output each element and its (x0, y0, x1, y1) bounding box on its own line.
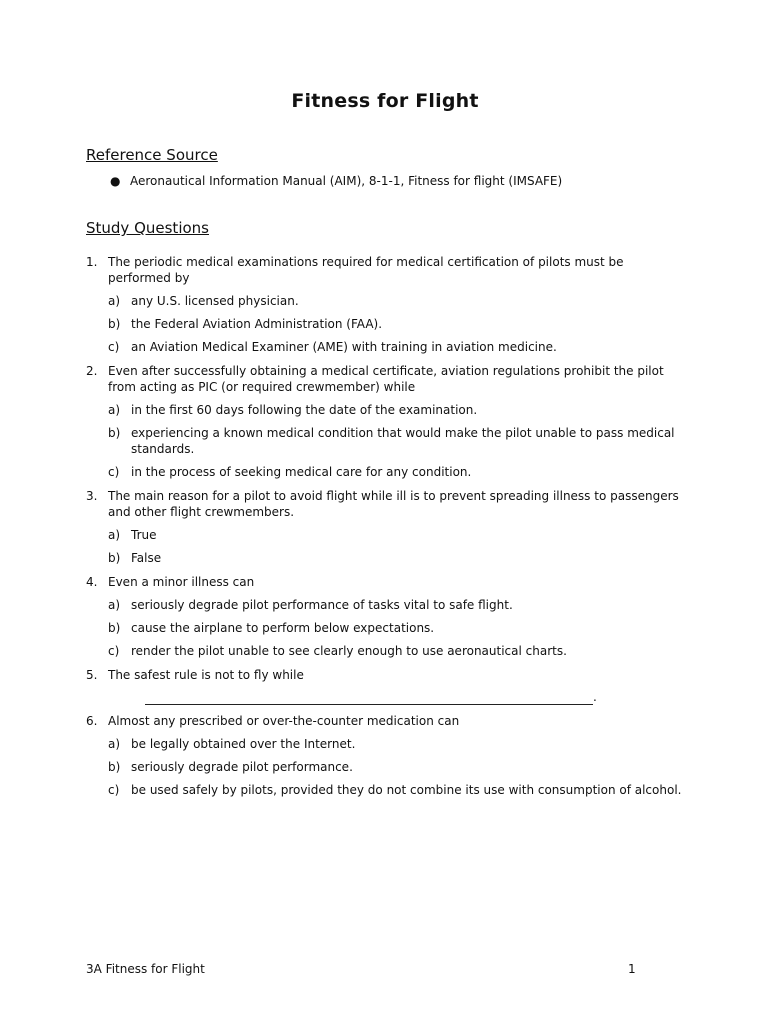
question-number: 2. (86, 364, 98, 378)
option-letter: b) (108, 317, 121, 331)
question-list (86, 254, 686, 806)
option-letter: b) (108, 621, 121, 635)
question-text: Even after successfully obtaining a medical certificate, aviation regulations prohibit the pilot from acting as PIC (or required crewmember) while (108, 364, 664, 394)
answer-options (108, 293, 686, 355)
option-text: render the pilot unable to see clearly enough to use aeronautical charts. (131, 644, 567, 658)
blank-underline (145, 694, 593, 705)
option-text: in the process of seeking medical care for any condition. (131, 465, 472, 479)
page-number: 1 (628, 962, 636, 976)
answer-options (108, 402, 686, 480)
question-2 (86, 363, 686, 480)
question-number: 1. (86, 255, 98, 269)
option-letter: c) (108, 644, 120, 658)
question-number: 6. (86, 714, 98, 728)
question-number: 4. (86, 575, 98, 589)
question-number: 5. (86, 668, 98, 682)
option-text: an Aviation Medical Examiner (AME) with training in aviation medicine. (131, 340, 557, 354)
question-text: Even a minor illness can (108, 575, 255, 589)
option-text: in the first 60 days following the date of the examination. (131, 403, 478, 417)
answer-option (108, 316, 686, 332)
answer-blank[interactable] (145, 691, 686, 705)
option-letter: a) (108, 294, 121, 308)
answer-option (108, 550, 686, 566)
option-text: any U.S. licensed physician. (131, 294, 299, 308)
option-text: the Federal Aviation Administration (FAA). (131, 317, 383, 331)
question-number: 3. (86, 489, 98, 503)
option-letter: a) (108, 737, 121, 751)
question-3 (86, 488, 686, 566)
option-letter: a) (108, 403, 121, 417)
question-stem (86, 363, 686, 395)
answer-option (108, 293, 686, 309)
question-text: The safest rule is not to fly while (108, 668, 304, 682)
blank-suffix: . (593, 690, 597, 704)
option-letter: c) (108, 340, 120, 354)
option-letter: b) (108, 760, 121, 774)
option-text: seriously degrade pilot performance of tasks vital to safe flight. (131, 598, 513, 612)
footer-title: 3A Fitness for Flight (86, 962, 205, 976)
reference-item-text: Aeronautical Information Manual (AIM), 8-1-1, Fitness for flight (IMSAFE) (130, 174, 563, 188)
question-stem (86, 667, 686, 683)
answer-option (108, 339, 686, 355)
answer-options (108, 527, 686, 566)
answer-option (108, 643, 686, 659)
option-letter: b) (108, 426, 121, 440)
option-text: False (131, 551, 162, 565)
question-6 (86, 713, 686, 798)
bullet-icon: ● (110, 174, 121, 188)
answer-option (108, 782, 686, 798)
question-text: The periodic medical examinations required for medical certification of pilots must be performed by (108, 255, 624, 285)
answer-option (108, 736, 686, 752)
page-title: Fitness for Flight (291, 90, 479, 112)
question-stem (86, 488, 686, 520)
option-letter: b) (108, 551, 121, 565)
option-text: be legally obtained over the Internet. (131, 737, 356, 751)
answer-option (108, 402, 686, 418)
study-heading: Study Questions (86, 219, 209, 237)
question-stem (86, 254, 686, 286)
option-text: be used safely by pilots, provided they do not combine its use with consumption of alcohol. (131, 783, 682, 797)
answer-option (108, 464, 686, 480)
answer-option (108, 527, 686, 543)
option-text: cause the airplane to perform below expectations. (131, 621, 435, 635)
option-text: True (131, 528, 157, 542)
answer-options (108, 597, 686, 659)
question-stem (86, 713, 686, 729)
option-letter: a) (108, 598, 121, 612)
reference-item (110, 173, 562, 189)
answer-options (108, 736, 686, 798)
question-text: Almost any prescribed or over-the-counter medication can (108, 714, 460, 728)
option-text: experiencing a known medical condition that would make the pilot unable to pass medical standards. (131, 426, 675, 456)
option-letter: c) (108, 465, 120, 479)
option-letter: a) (108, 528, 121, 542)
answer-option (108, 620, 686, 636)
option-text: seriously degrade pilot performance. (131, 760, 353, 774)
question-5 (86, 667, 686, 705)
question-text: The main reason for a pilot to avoid flight while ill is to prevent spreading illness to passengers and other flight crewmembers. (108, 489, 679, 519)
question-4 (86, 574, 686, 659)
reference-heading: Reference Source (86, 146, 218, 164)
answer-option (108, 425, 686, 457)
answer-option (108, 597, 686, 613)
question-stem (86, 574, 686, 590)
option-letter: c) (108, 783, 120, 797)
question-1 (86, 254, 686, 355)
answer-option (108, 759, 686, 775)
